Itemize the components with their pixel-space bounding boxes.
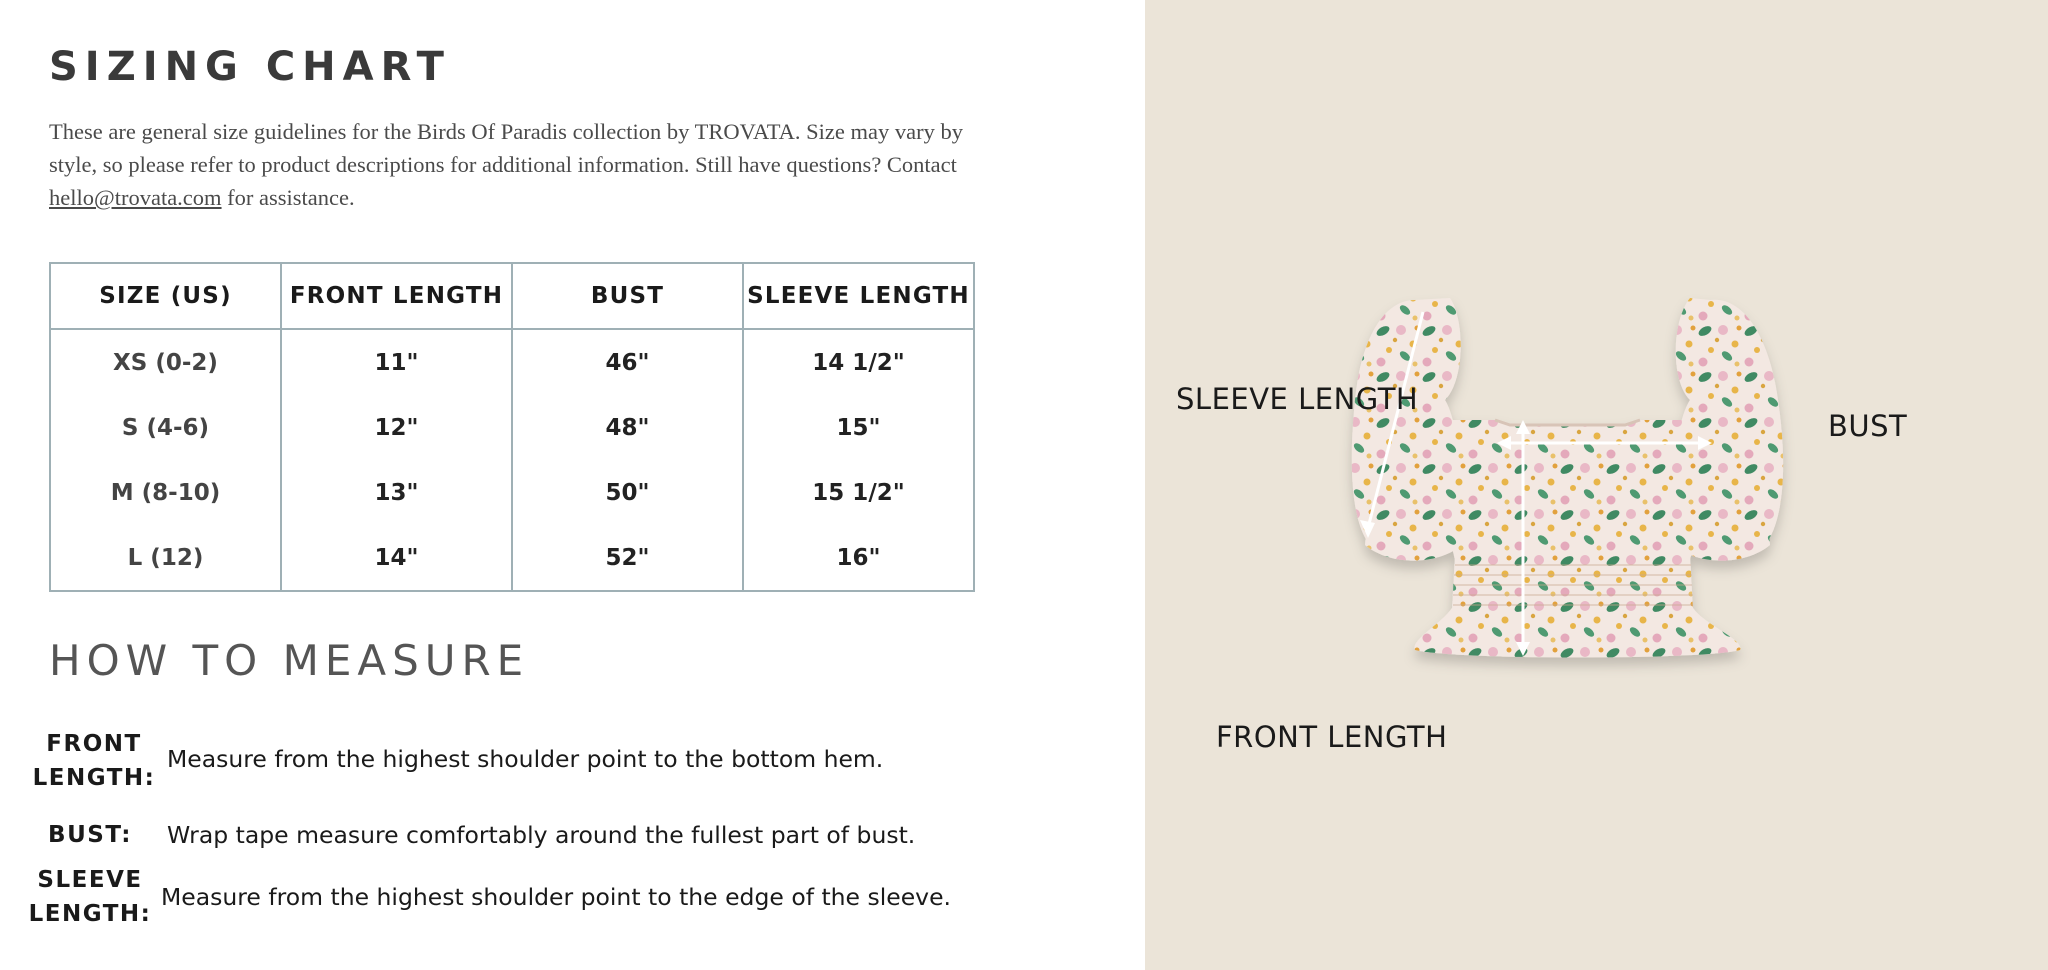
sleeve-length-cell: 14 1/2"	[743, 329, 974, 395]
column-header-size: SIZE (US)	[50, 263, 281, 329]
bust-cell: 50"	[512, 460, 743, 525]
front-length-cell: 13"	[281, 460, 512, 525]
label-line: LENGTH:	[32, 765, 156, 791]
column-header-sleeve-length: SLEEVE LENGTH	[743, 263, 974, 329]
size-cell: XS (0-2)	[50, 329, 281, 395]
table-row	[50, 525, 974, 591]
sleeve-length-description: Measure from the highest shoulder point to the edge of the sleeve.	[161, 883, 952, 911]
front-length-description: Measure from the highest shoulder point to the bottom hem.	[167, 745, 884, 773]
table-row	[50, 395, 974, 460]
page-title: SIZING CHART	[49, 44, 451, 90]
contact-email-link[interactable]: hello@trovata.com	[49, 185, 222, 210]
bust-cell: 48"	[512, 395, 743, 460]
label-line: FRONT	[46, 731, 142, 757]
size-cell: S (4-6)	[50, 395, 281, 460]
front-length-cell: 11"	[281, 329, 512, 395]
bust-description: Wrap tape measure comfortably around the fullest part of bust.	[167, 821, 916, 849]
column-header-bust: BUST	[512, 263, 743, 329]
table-row	[50, 460, 974, 525]
label-line: LENGTH:	[28, 901, 152, 927]
bust-cell: 46"	[512, 329, 743, 395]
sleeve-length-label	[26, 863, 154, 931]
size-cell: L (12)	[50, 525, 281, 591]
front-length-cell: 12"	[281, 395, 512, 460]
bust-cell: 52"	[512, 525, 743, 591]
intro-paragraph	[49, 115, 979, 214]
sleeve-length-cell: 15"	[743, 395, 974, 460]
size-table	[49, 262, 975, 592]
bust-label	[30, 818, 150, 852]
front-length-label	[30, 727, 158, 795]
how-to-measure-title: HOW TO MEASURE	[49, 636, 530, 685]
label-line: BUST:	[48, 822, 132, 848]
diagram-front-length-label: FRONT LENGTH	[1216, 720, 1448, 754]
table-header-row	[50, 263, 974, 329]
blouse-shape	[1352, 298, 1783, 658]
front-length-cell: 14"	[281, 525, 512, 591]
diagram-bust-label: BUST	[1828, 409, 1908, 443]
sleeve-length-cell: 16"	[743, 525, 974, 591]
intro-text-end: for assistance.	[221, 185, 355, 210]
measurement-diagram-panel	[1145, 0, 2048, 970]
column-header-front-length: FRONT LENGTH	[281, 263, 512, 329]
diagram-sleeve-length-label: SLEEVE LENGTH	[1176, 382, 1419, 416]
size-cell: M (8-10)	[50, 460, 281, 525]
sleeve-length-cell: 15 1/2"	[743, 460, 974, 525]
table-row	[50, 329, 974, 395]
floral-blouse-image	[1145, 0, 2048, 970]
label-line: SLEEVE	[37, 867, 143, 893]
intro-text: These are general size guidelines for the Birds Of Paradis collection by TROVATA. Size may vary by style, so please refer to product descriptions for additional information. Still have questions? Contact	[49, 119, 963, 177]
